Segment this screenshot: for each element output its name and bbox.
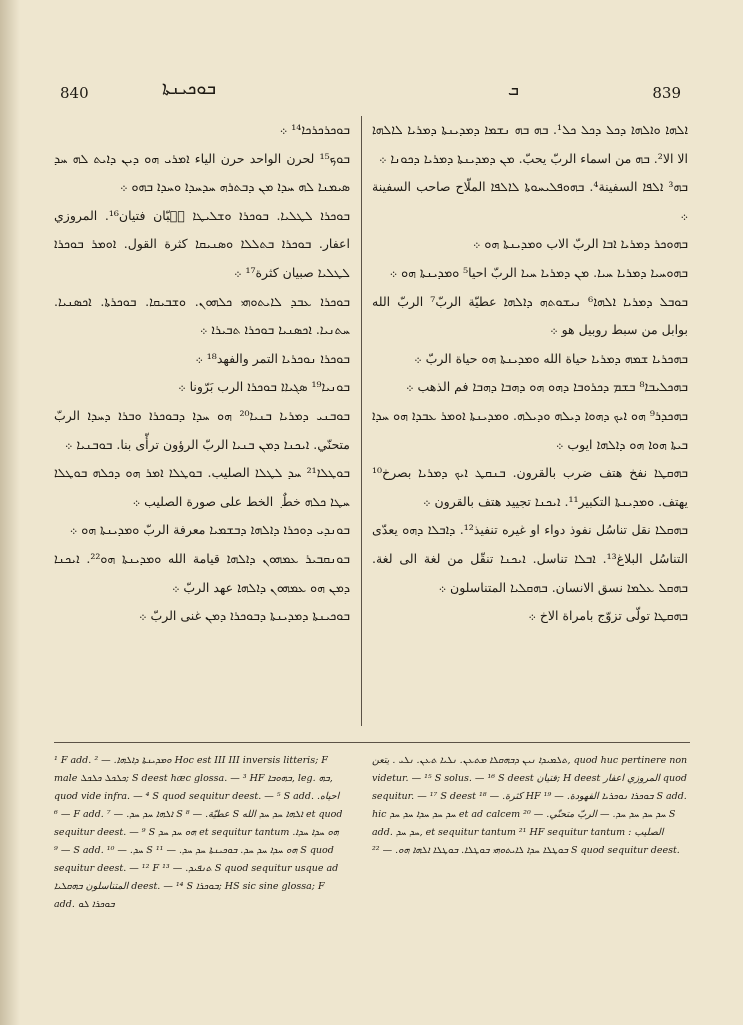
entry: ܒܘܢܕܝ ܕܘܟܪܐ ܕܐܠܗܐ ܕܒܫܡܝܐ معرفة الربّ ܘܡܕܝܢܬܐ ܗܘ ܀ xyxy=(69,522,350,538)
entry: ܒܗܘܚܝܐ ܕܡܪܝܐ ܚܝܐ. ܡܢ ܕܡܪܝܐ ܚܝܐ الربّ احيا⁵ ܘܡܕܝܢܬܐ ܗܘ ܀ xyxy=(389,264,688,280)
left-column xyxy=(54,116,350,631)
entry: ܒܘܟܪܟܪܟܐ¹⁴ ܀ xyxy=(279,122,350,137)
entry: ܒܗܘܟܪ ܕܡܪܝܐ ܐܒܐ الربّ الاب ܘܡܕܝܢܬܐ ܗܘ ܀ xyxy=(472,236,688,252)
entry: ܒܗܟܕܪ⁹ ܗܘ ܐܝܟ ܕܗܘܐ ܕܝܠܗ ܘܕܝܠܗ. ܘܡܕܝܢܬܐ ܐܘܡܪ ܥܒܕܐ ܗܘ ܚܕܐ ܒܝܬܐ ܗܘܐ ܗܘ ܕܐܠܗܐ ايوب ܀ xyxy=(372,407,688,452)
entry: ܒܘܟܝܢܬܐ ܕܡܕܝܢܬܐ ܕܒܘܟܪܐ ܕܡܢ غنى الربّ ܀ xyxy=(138,608,350,624)
page-number-left: 840 xyxy=(60,84,89,102)
gutter-shadow xyxy=(0,0,20,1025)
entry: ܒܘܟܪܐ ܠܛܠܝܐ. ܒܘܟܪܐ ܘܫܠܝܛܐ ܫُبّان فتيان¹⁶. المروزي اعفار. ܒܘܟܪܐ ܒܬܠܠܐ ܘܣܢܝܩܐ كثرة القول. ܐܘܡܪ ܒܘܟܪܐ ܠܛܠܝܐ صبيان كثرة¹⁷ ܀ xyxy=(54,207,350,280)
entry: ܒܗܩܛܐ نفخ هتف ضرب بالقرون. ܒܢܩܛ ܐܝܟ ܕܡܪܝܐ بصرخ¹⁰ يهتف. ܘܡܕܝܢܬܐ التكبير¹¹. ܐܝܟܢܐ تجييد هتف بالقرون ܀ xyxy=(372,465,688,509)
entry: ܐܠܗܐ ܘܐܠܗܐ ܕܟܠ ܕܟܠ ܟܠ¹. ܒܗ ܒܗ ܢܫܡܐ ܕܡܕܝܢܬܐ ܕܡܪܝܐ ܠܐܠܗܐ الا الا². ܒܗ من اسماء الربّ يحبّ. ܡܢ ܕܡܕܝܢܬܐ ܕܡܪܝܐ ܕܟܘܢܐ ܀ xyxy=(372,122,688,166)
footnote-block: ¹ F add. ܘܡܕܝܢܬܐ ܕܐܠܗܐ. — ² Hoc est III III inversis litteris; F male ܟܠܟܠ ܟܠܟܠ; S deest hæc glossa. — ³ HF ܒܗܘܒܐ, leg. ܒܗ, quod vide infra. — ⁴ S quod sequitur deest. — ⁵ S add. احياه. — ⁶ F add. ܐܠܗܐ ܚܕ ܚܕ. — ⁷ S عطيّة. — ⁸ S ܐܠܗܐ ܚܕ ܚܕ الله et quod sequitur deest. — ⁹ S ܗܘ ܚܕ ܚܕ et sequitur tantum ܗܘ ܚܕܐ ܚܕܐ. — ⁹ S add. ܚܕ. — ¹⁰ S ܗܘ ܚܕܐ ܚܕ ܚܕ. ܒܘܟܝܢܬܐ ܚܕ ܚܕ. — ¹¹ S quod sequitur deest. — ¹² F ܬܢܦܝܕ. — ¹³ S quod sequitur usque ad المتناسلون ܒܗܩܠܝܐ deest. — ¹⁴ S ܒܘܟܪܐ; HS sic sine glossa; F add. ܒܘܟܪܐ ܠܘ xyxy=(54,755,343,910)
entry: ܒܗܩܠܐ نقل تناسُل نفوذ دواء او غيره تنفيذ¹². ܕܐܒܠܐ ܕܗܘ يعدّى التناسُل البلاغ¹³. ܐܒܠܐ تناسل. ܐܝܟܢܐ تنقّل من لغة الى لغة. ܒܗܩܠ ܥܠܡܐ نسق الانسان. ܒܗܩܠܝܐ المتناسلون ܀ xyxy=(372,522,688,595)
entry: ܒܘܒܢܝ ܕܡܪܝܐ ܒܢܝܐ²⁰ ܗܘ ܚܕܐ ܕܒܘܟܪܐ ܘܒܪܐ ܕܚܕܐ الربّ متحنّي. ܐܝܟܢܐ ܕܡܢ ܒܢܝܐ الربّ الرؤون ترأّى بنا. ܒܘܒܢܝܐ ܀ xyxy=(54,407,351,452)
entry: ܒܗܟܪܝܐ ܫܡܗ ܕܡܪܝܐ حياة الله ܘܡܕܝܢܬܐ ܗܘ حياة الربّ ܀ xyxy=(414,350,688,366)
entry: ܒܗ³ ܐܠܦܐ السفينة⁴. ܒܗܘܦܠܝܚܘܬܐ ܠܐܠܦܐ الملّاح صاحب السفينة ܀ xyxy=(372,179,688,223)
entry: ܒܘܟܪܐ ܥܒܕ ܠܐܝܬܘܗܝ ܟܠܗܘܢ. ܘܫܒܝܩܐ. ܒܘܟܪܬܐ. ܐܟܣܢܝܐ. ܚܬܢܝܐ. ܐܟܣܢܝܐ ܒܘܟܪܐ ܬܒܝܪܐ ܀ xyxy=(54,293,350,338)
entry: ܒܘܒܠ ܕܡܪܝܐ ܐܠܗܐ⁶ ܢܝܫܘܬܗ ܕܐܠܗܐ عطيّة الربّ⁷ الربّ الله بوابل من سبط روبيل هو ܀ xyxy=(372,293,688,338)
entry: ܒܘܟ¹⁵ لحرن الواحد حرن الياء ܐܡܪܝ ܗܘ ܕܝܢ ܕܐܝܬ ܠܗ ܚܕ ܣܝܡܢܐ ܠܗ ܚܕܐ ܡܢ ܕܒܬܪܗ ܚܕܚܕܐ ܘܚܕܐ ܒܗܘ ܀ xyxy=(54,150,350,195)
entry: ܒܘܢܩܒܝܪ ܥܡܗܘܢ ܕܐܠܗܐ قيامة الله ܘܡܕܝܢܬܐ ܗܘ²². ܐܝܟܢܐ ܕܡܢ ܗܘ ܥܡܗܘܢ ܕܐܠܗܐ عهد الربّ ܀ xyxy=(54,550,351,595)
right-column xyxy=(372,116,688,631)
page-number-right: 839 xyxy=(652,84,681,102)
running-head: ܒܘܟܝܢܬܐ xyxy=(162,78,217,99)
entry: ܒܘܢܝܐ¹⁹ ܣܓܝܐܐ ܒܘܟܪܐ الرب بَرّونا ܀ xyxy=(178,379,350,395)
footnote-block: ܬܠܡܝܕܐ ܢܝܢ ܕܒܗܩܠܐ ܡܬܥܢ. ܢܠܝܐ ܬܥܢ. ܢܠܝ . يتعن, quod huc pertinere non videtur. — ¹⁵ S solus. — ¹⁶ S deest فتيان; H deest المروزي اعفار quod sequitur. — ¹⁷ S deest كثرة. — ¹⁸ HF ܒܘܟܪܐ ܢܘܟܪܝܐ الفهودة. — ¹⁹ S add. hic ܚܕ ܚܕ ܚܕܐ ܚܕ ܚܕ et ad calcem ܚܕ ܚܕ ܚܕ ܚܕ. — الربّ متحنّي. — ²⁰ S add. ܚܕ ܚܕ, et sequitur tantum ²¹ HF sequitur tantum : الصليب ܒܘܛܠܐ ܚܕܐ ܠܐܝܬܘܗܝ ܒܘܛܠܐ. ܒܘܛܠܐ ܐܠܗܐ ܗܘ. — ²² S quod sequitur deest. xyxy=(372,755,688,856)
entry: ܒܗܩܛܐ تولّى تزوّج بامراة الاخ ܀ xyxy=(528,608,688,624)
footnote-rule xyxy=(54,742,690,743)
entry: ܒܗܟܠܝܒܐ⁸ ܒܫܡ ܕܟܪܘܒܐ ܕܗܘ ܗܘ ܕܗܒܐ ܕܗܒܐ فم الذهب ܀ xyxy=(406,379,688,395)
footnotes-right xyxy=(372,752,688,860)
section-letter: ܒ xyxy=(508,80,519,99)
footnotes-left xyxy=(54,752,346,914)
entry: ܒܘܛܠܐ²¹ ܚܕ ܠܛܠܐ الصليب. ܒܘܛܠܐ ܐܡܪ ܗܘ ܕܟܠܗ ܒܘܛܠܐ ܚܛܐ ܟܠܗ خطٌ ݂ الخط على صورة الصليب ܀ xyxy=(54,465,350,509)
column-divider xyxy=(361,116,362,726)
entry: ܒܘܟܪܐ ܢܘܟܪܝܐ التمر والفهد¹⁸ ܀ xyxy=(195,350,350,366)
